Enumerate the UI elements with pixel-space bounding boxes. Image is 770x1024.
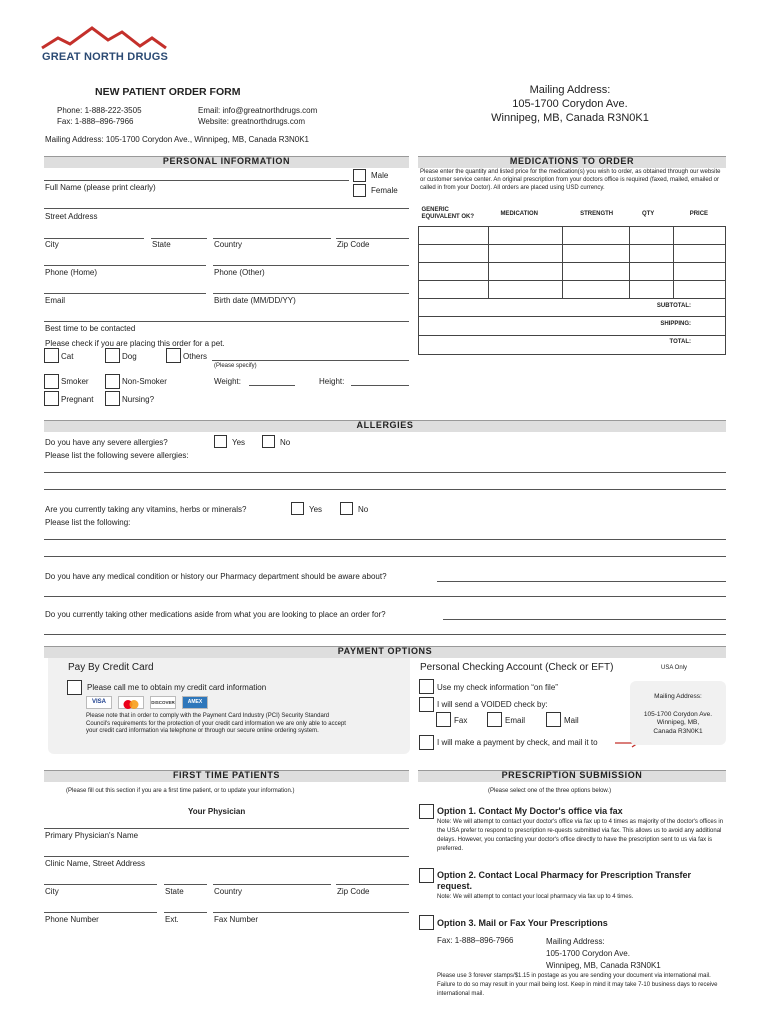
payment-bar [44,646,726,658]
col-qty: QTY [630,202,674,226]
other-meds-line-2[interactable] [44,634,726,635]
check-title: Personal Checking Account (Check or EFT) [420,662,614,673]
first-time-note: (Please fill out this section if you are a first time patient, or to update your information.) [66,788,295,794]
ft-phone-line[interactable] [44,912,157,913]
subtotal-label: SUBTOTAL: [656,303,691,309]
condition-line-1[interactable] [437,581,726,582]
rx-mail-line-3: Winnipeg, MB, Canada R3N0K1 [546,961,661,970]
allergies-heading: ALLERGIES [356,420,414,430]
rx-mail-line-1: Mailing Address: [546,937,605,946]
male-label: Male [371,171,389,180]
vitamins-yes-label: Yes [309,505,323,514]
phone-other-label: Phone (Other) [214,268,265,277]
medications-header-row [419,202,726,226]
ft-zip-line[interactable] [336,884,409,885]
city-line[interactable] [44,238,144,239]
col-strength: STRENGTH [562,202,630,226]
first-time-heading: FIRST TIME PATIENTS [172,770,281,780]
state-label: State [152,240,171,249]
form-title: NEW PATIENT ORDER FORM [95,86,241,98]
pci-note: Please note that in order to comply with the Payment Card Industry (PCI) Security Standard Council's requirements for the protection of your credit card information we are only able to accept your credit card information via telephone or through our secure online ordering system. [86,713,346,734]
other-meds-question: Do you currently taking other medications aside from what you are looking to place an order for? [45,610,386,619]
ft-zip-label: Zip Code [337,887,370,896]
rx-opt2-checkbox[interactable] [419,868,434,883]
header-fax: Fax: 1-888–896-7966 [57,117,134,126]
col-medication: MEDICATION [488,202,562,226]
col-price: PRICE [674,202,726,226]
city-label: City [45,240,59,249]
visa-icon: VISA [86,696,112,709]
payment-mail-address [630,693,726,736]
rx-opt3-checkbox[interactable] [419,915,434,930]
rx-opt2-label: Option 2. Contact Local Pharmacy for Prescription Transfer request. [437,870,692,891]
street-label: Street Address [45,212,98,221]
header-phone: Phone: 1-888-222-3505 [57,106,142,115]
zip-line[interactable] [336,238,409,239]
rx-opt1-label: Option 1. Contact My Doctor's office via fax [437,806,623,816]
brand-name: GREAT NORTH DRUGS [42,51,169,63]
voided-mail-checkbox[interactable] [546,712,561,727]
use-check-checkbox[interactable] [419,679,434,694]
cat-label: Cat [61,352,74,361]
logo-mountains-icon [40,24,170,50]
pay-mail-line-4: Canada R3N0K1 [653,727,703,735]
table-row[interactable] [419,280,726,298]
rx-opt1-note: Note: We will attempt to contact your doctor's office via fax up to 4 times as majority of the doctor's offices in the USA prefer to respond to prescription re-quests submitted via fax. This allows us to avoid any additional delays. However, you contacting your doctor's office directly to have the prescription sent to us via fax is preferred. [437,819,724,852]
send-voided-checkbox[interactable] [419,697,434,712]
smoker-label: Smoker [61,377,89,386]
mail-payment-checkbox[interactable] [419,735,434,750]
mastercard-icon [118,696,144,709]
female-label: Female [371,186,398,195]
header-mailing-address [470,83,670,125]
other-meds-line-1[interactable] [443,619,726,620]
others-checkbox[interactable] [166,348,181,363]
vitamins-list-label: Please list the following: [45,518,131,527]
allergy-question: Do you have any severe allergies? [45,438,168,447]
table-row[interactable] [419,226,726,244]
use-check-label: Use my check information “on file” [437,683,558,692]
rx-mail-line-2: 105-1700 Corydon Ave. [546,949,630,958]
shipping-label: SHIPPING: [660,321,691,327]
zip-label: Zip Code [337,240,370,249]
best-time-label: Best time to be contacted [45,324,136,333]
pregnant-label: Pregnant [61,395,94,404]
ft-city-label: City [45,887,59,896]
voided-email-label: Email [505,716,526,725]
others-label: Others [183,352,208,361]
email-label: Email [45,296,66,305]
others-specify-line[interactable] [212,360,409,361]
total-row [418,336,726,355]
physician-title: Your Physician [188,807,246,816]
nursing-label: Nursing? [122,395,155,404]
allergy-yes-checkbox[interactable] [214,435,227,448]
state-line[interactable] [151,238,207,239]
subtotal-row [418,298,726,317]
medications-instructions: Please enter the quantity and listed price for the medication(s) you wish to order, as obtained through our website or customer service center. An original prescription from your doctors office is required (faxed, mailed, emailed or called in from your Doctor). All orders are placed using USD currency. [420,169,721,191]
phone-other-line[interactable] [213,265,409,266]
voided-fax-label: Fax [454,716,468,725]
primary-physician-label: Primary Physician's Name [45,831,139,840]
header-website: Website: greatnorthdrugs.com [198,117,306,126]
condition-question: Do you have any medical condition or history our Pharmacy department should be aware about? [45,572,387,581]
cat-checkbox[interactable] [44,348,59,363]
ft-fax-label: Fax Number [214,915,259,924]
clinic-label: Clinic Name, Street Address [45,859,146,868]
weight-line[interactable] [249,385,295,386]
male-checkbox[interactable] [353,169,366,182]
usa-only: USA Only [661,665,688,671]
mail-line-3: Winnipeg, MB, Canada R3N0K1 [491,112,649,124]
clinic-line[interactable] [44,856,409,857]
discover-icon: DISCOVER [150,696,176,709]
specify-note: (Please specify) [214,363,257,369]
medications-table [418,202,726,299]
medications-heading: MEDICATIONS TO ORDER [509,156,635,166]
credit-call-label: Please call me to obtain my credit card information [87,683,267,692]
voided-fax-checkbox[interactable] [436,712,451,727]
email-line[interactable] [44,293,206,294]
rx-stamps-note: Please use 3 forever stamps/$1.15 in postage as you are sending your document via international mail. Failure to do so may result in your mail being lost. Keep in mind it may take 7-10 business days to receive international mail. [437,973,718,997]
pay-mail-line-3: Winnipeg, MB, [656,719,700,726]
ft-ext-label: Ext. [165,915,179,924]
birth-label: Birth date (MM/DD/YY) [214,296,296,305]
mail-payment-label: I will make a payment by check, and mail it to [437,738,598,747]
ft-phone-label: Phone Number [45,915,99,924]
vitamins-line-2[interactable] [44,556,726,557]
voided-email-checkbox[interactable] [487,712,502,727]
ft-fax-line[interactable] [213,912,409,913]
rx-opt3-label: Option 3. Mail or Fax Your Prescriptions [437,918,608,928]
allergy-line-2[interactable] [44,489,726,490]
pet-prompt: Please check if you are placing this order for a pet. [45,339,225,348]
primary-physician-line[interactable] [44,828,409,829]
pay-mail-line-2: 105-1700 Corydon Ave. [643,710,713,718]
allergy-yes-label: Yes [232,438,246,447]
nursing-checkbox[interactable] [105,391,120,406]
vitamins-no-label: No [358,505,369,514]
rx-note: (Please select one of the three options below.) [488,788,612,794]
country-line[interactable] [213,238,331,239]
amex-icon: AMEX [182,696,208,709]
dog-label: Dog [122,352,137,361]
condition-line-2[interactable] [44,596,726,597]
female-checkbox[interactable] [353,184,366,197]
full-name-line[interactable] [44,180,349,181]
weight-label: Weight: [214,377,241,386]
rx-heading: PRESCRIPTION SUBMISSION [501,770,643,780]
header-email: Email: info@greatnorthdrugs.com [198,106,318,115]
ft-ext-line[interactable] [164,912,207,913]
full-name-label: Full Name (please print clearly) [45,183,156,192]
vitamins-no-checkbox[interactable] [340,502,353,515]
non-smoker-label: Non-Smoker [122,377,167,386]
logo [40,24,170,66]
pay-mail-line-1: Mailing Address: [654,693,702,700]
ft-state-label: State [165,887,184,896]
first-time-bar [44,770,409,782]
payment-heading: PAYMENT OPTIONS [337,646,433,656]
shipping-row [418,317,726,336]
vitamins-line-1[interactable] [44,539,726,540]
allergies-bar [44,420,726,432]
rx-opt2-note: Note: We will attempt to contact your local pharmacy via fax up to 4 times. [437,894,634,900]
send-voided-label: I will send a VOIDED check by: [437,700,548,709]
height-label: Height: [319,377,345,386]
medications-bar [418,156,726,168]
ft-state-line[interactable] [164,884,207,885]
allergy-no-label: No [280,438,291,447]
non-smoker-checkbox[interactable] [105,374,120,389]
credit-call-checkbox[interactable] [67,680,82,695]
phone-home-label: Phone (Home) [45,268,98,277]
allergy-no-checkbox[interactable] [262,435,275,448]
smoker-checkbox[interactable] [44,374,59,389]
allergy-line-1[interactable] [44,472,726,473]
rx-bar [418,770,726,782]
ft-country-line[interactable] [213,884,331,885]
vitamins-yes-checkbox[interactable] [291,502,304,515]
col-generic: GENERIC EQUIVALENT OK? [419,202,489,226]
vitamins-question: Are you currently taking any vitamins, herbs or minerals? [45,505,247,514]
street-line[interactable] [44,208,409,209]
credit-card-title: Pay By Credit Card [68,662,154,673]
ft-country-label: Country [214,887,243,896]
voided-mail-label: Mail [564,716,579,725]
allergy-list-label: Please list the following severe allergies: [45,451,189,460]
rx-opt1-checkbox[interactable] [419,804,434,819]
header-mail-line: Mailing Address: 105-1700 Corydon Ave., Winnipeg, MB, Canada R3N0K1 [45,135,310,144]
best-time-line[interactable] [44,321,409,322]
phone-home-line[interactable] [44,265,206,266]
table-row[interactable] [419,244,726,262]
mail-line-1: Mailing Address: [529,84,611,96]
rx-fax: Fax: 1-888–896-7966 [437,936,514,945]
pregnant-checkbox[interactable] [44,391,59,406]
personal-info-heading: PERSONAL INFORMATION [162,156,291,166]
height-line[interactable] [351,385,409,386]
personal-info-bar [44,156,409,168]
dog-checkbox[interactable] [105,348,120,363]
country-label: Country [214,240,243,249]
mail-line-2: 105-1700 Corydon Ave. [512,98,628,110]
rx-mail-address [546,936,661,972]
ft-city-line[interactable] [44,884,157,885]
table-row[interactable] [419,262,726,280]
total-label: TOTAL: [669,339,691,345]
birth-line[interactable] [213,293,409,294]
